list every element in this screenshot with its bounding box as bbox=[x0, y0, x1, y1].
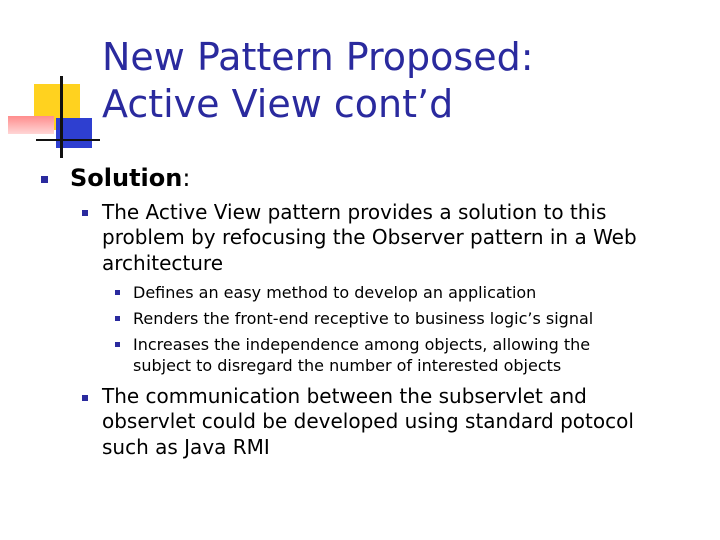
subpoint-1: Defines an easy method to develop an application bbox=[133, 283, 537, 302]
point-2-line-1: The communication between the subservlet and bbox=[102, 384, 587, 408]
bullet-square-icon bbox=[115, 342, 120, 347]
slide-title-line-2: Active View cont’d bbox=[102, 82, 454, 126]
point-2-line-2: observlet could be developed using standard potocol bbox=[102, 409, 634, 433]
point-1-line-2: problem by refocusing the Observer pattern in a Web bbox=[102, 225, 637, 249]
slide-title-line-1: New Pattern Proposed: bbox=[102, 35, 534, 79]
decor-red-gradient-bar bbox=[8, 116, 54, 134]
bullet-square-icon bbox=[41, 176, 48, 183]
solution-heading bbox=[70, 163, 190, 193]
point-1-line-3: architecture bbox=[102, 251, 224, 275]
solution-colon: : bbox=[182, 164, 191, 192]
subpoint-3-line-2: subject to disregard the number of interested objects bbox=[133, 356, 562, 375]
subpoint-3-line-1: Increases the independence among objects, allowing the bbox=[133, 335, 591, 354]
bullet-square-icon bbox=[115, 290, 120, 295]
decor-horizontal-line bbox=[36, 139, 100, 141]
point-1-line-1: The Active View pattern provides a solution to this bbox=[102, 200, 607, 224]
slide-title bbox=[102, 34, 702, 128]
bullet-square-icon bbox=[82, 210, 88, 216]
point-2-line-3: such as Java RMI bbox=[102, 435, 270, 459]
solution-label: Solution bbox=[70, 164, 183, 192]
bullet-square-icon bbox=[115, 316, 120, 321]
decor-vertical-line bbox=[60, 76, 63, 158]
bullet-square-icon bbox=[82, 395, 88, 401]
subpoint-2: Renders the front-end receptive to business logic’s signal bbox=[133, 309, 594, 328]
